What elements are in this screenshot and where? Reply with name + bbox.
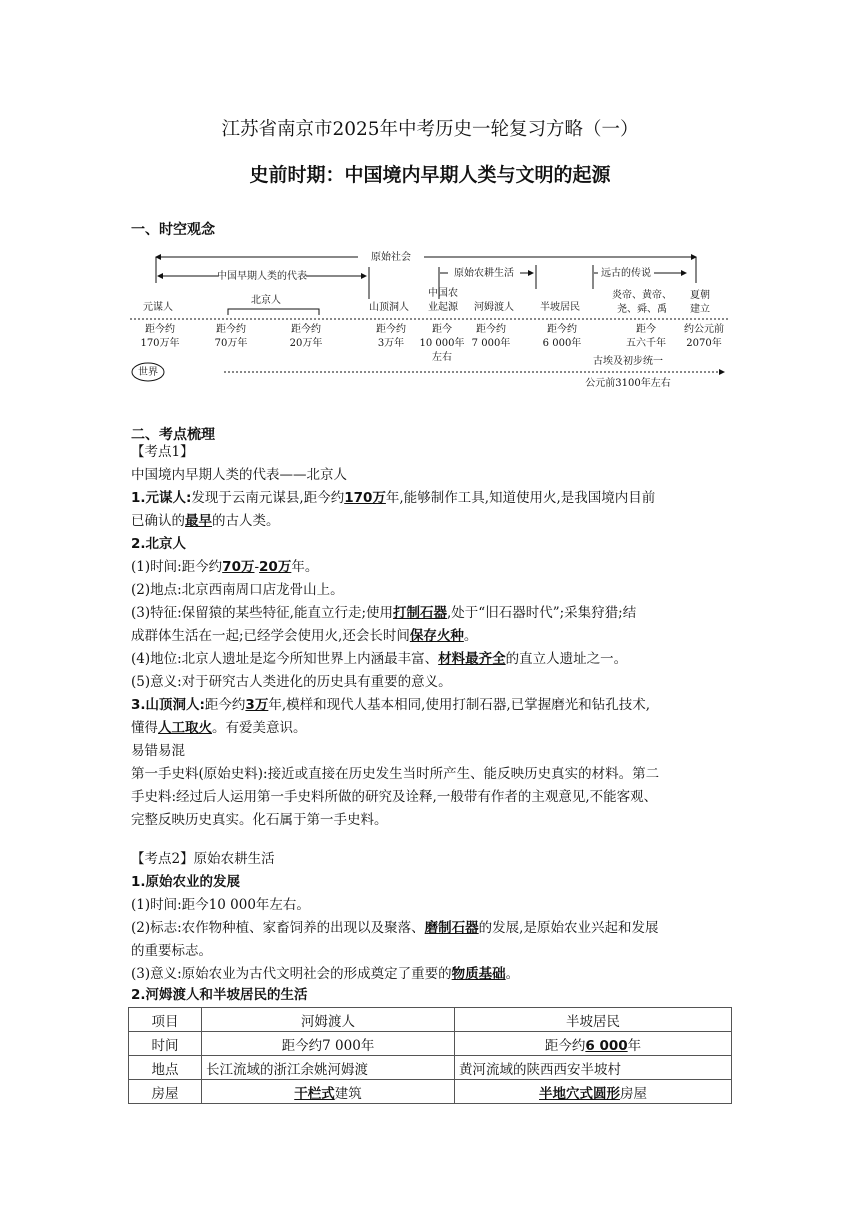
date-5a: 距今 bbox=[432, 324, 452, 335]
yuanmou-line2 bbox=[131, 510, 736, 533]
bj3-text-d: 。 bbox=[463, 628, 478, 644]
agriculture-heading: 1.原始农业的发展 bbox=[131, 874, 241, 890]
bj1-text-c: 年。 bbox=[291, 559, 319, 575]
table-cell: 距今约7 000年 bbox=[202, 1032, 455, 1056]
sd-answer-1: 3万 bbox=[245, 697, 269, 713]
ag3-text-b: 。 bbox=[505, 966, 520, 982]
table-cell bbox=[202, 1080, 455, 1104]
label-egypt: 古埃及初步统一 bbox=[593, 356, 663, 367]
bj3-answer-2: 保存火种 bbox=[409, 628, 464, 644]
beijing-item-3a bbox=[131, 602, 736, 625]
table-header-hemudu: 河姆渡人 bbox=[202, 1008, 455, 1032]
cell-answer: 6 000 bbox=[585, 1037, 628, 1054]
confusion-heading: 易错易混 bbox=[131, 743, 185, 759]
label-beijing-man: 北京人 bbox=[251, 295, 281, 306]
comparison-heading: 2.河姆渡人和半坡居民的生活 bbox=[131, 987, 308, 1003]
confusion-line-3: 完整反映历史真实。化石属于第一手史料。 bbox=[131, 812, 388, 828]
date-2a: 距今约 bbox=[216, 324, 246, 335]
table-cell: 地点 bbox=[129, 1056, 202, 1080]
cell-text: 建筑 bbox=[334, 1085, 362, 1102]
label-world: 世界 bbox=[138, 367, 158, 378]
point2-heading: 【考点2】原始农耕生活 bbox=[131, 851, 275, 867]
label-farming: 原始农耕生活 bbox=[454, 268, 514, 279]
label-nong1: 中国农 bbox=[428, 288, 458, 299]
bj4-text-a: (4)地位:北京人遗址是迄今所知世界上内涵最丰富、 bbox=[131, 651, 439, 667]
yuanmou-answer-2: 最早 bbox=[185, 513, 212, 529]
document-subtitle: 史前时期：中国境内早期人类与文明的起源 bbox=[249, 164, 611, 186]
date-4b: 3万年 bbox=[377, 338, 405, 349]
bj4-text-b: 的直立人遗址之一。 bbox=[505, 651, 628, 667]
bj1-text-a: (1)时间:距今约 bbox=[131, 559, 223, 575]
date-6a: 距今约 bbox=[476, 324, 506, 335]
label-nong2: 业起源 bbox=[428, 302, 458, 313]
table-cell bbox=[455, 1080, 732, 1104]
bj1-answer-1: 70万 bbox=[222, 559, 255, 575]
date-7a: 距今约 bbox=[547, 324, 577, 335]
date-5c: 左右 bbox=[432, 352, 452, 363]
ag2-text-b: 的发展,是原始农业兴起和发展 bbox=[478, 920, 659, 936]
date-1a: 距今约 bbox=[145, 324, 175, 335]
date-2b: 70万年 bbox=[214, 338, 248, 349]
yuanmou-answer-1: 170万 bbox=[344, 490, 386, 506]
table-row bbox=[129, 1056, 732, 1080]
confusion-line-2: 手史料:经过后人运用第一手史料所做的研究及诠释,一般带有作者的主观意见,不能客观、 bbox=[131, 789, 658, 805]
ag2-text-a: (2)标志:农作物种植、家畜饲养的出现以及聚落、 bbox=[131, 920, 425, 936]
date-9a: 约公元前 bbox=[684, 324, 724, 335]
date-6b: 7 000年 bbox=[471, 338, 511, 349]
bj1-text-b: - bbox=[254, 559, 260, 575]
sd-text-a: 距今约 bbox=[204, 697, 246, 713]
yuanmou-text-d: 的古人类。 bbox=[212, 513, 280, 529]
date-7b: 6 000年 bbox=[542, 338, 582, 349]
table-cell: 时间 bbox=[129, 1032, 202, 1056]
bj3-text-b: ,处于“旧石器时代”;采集狩猎;结 bbox=[447, 605, 637, 621]
agriculture-item-1: (1)时间:距今10 000年左右。 bbox=[131, 897, 310, 913]
label-egypt-date: 公元前3100年左右 bbox=[585, 378, 671, 389]
yuanmou-text-c: 已确认的 bbox=[131, 513, 185, 529]
comparison-table bbox=[128, 1007, 732, 1104]
sd-answer-2: 人工取火 bbox=[158, 720, 212, 736]
cell-text: 距今约 bbox=[544, 1037, 586, 1054]
sd-text-d: 。有爱美意识。 bbox=[212, 720, 307, 736]
label-hemudu: 河姆渡人 bbox=[474, 302, 514, 313]
cell-answer: 干栏式 bbox=[294, 1085, 335, 1102]
point1-heading: 中国境内早期人类的代表——北京人 bbox=[131, 467, 347, 483]
date-1b: 170万年 bbox=[140, 338, 180, 349]
document-title: 江苏省南京市2025年中考历史一轮复习方略（一） bbox=[221, 119, 639, 140]
date-5b: 10 000年 bbox=[419, 338, 465, 349]
date-9b: 2070年 bbox=[686, 338, 722, 349]
date-8b: 五六千年 bbox=[626, 338, 666, 349]
sd-text-b: 年,模样和现代人基本相同,使用打制石器,已掌握磨光和钻孔技术, bbox=[268, 697, 650, 713]
bj3-text-c: 成群体生活在一起;已经学会使用火,还会长时间 bbox=[131, 628, 410, 644]
cell-text: 年 bbox=[627, 1037, 642, 1054]
beijing-item-3b bbox=[131, 625, 736, 648]
bj3-answer-1: 打制石器 bbox=[393, 605, 448, 621]
ag2-answer: 磨制石器 bbox=[424, 920, 479, 936]
label-shanding: 山顶洞人 bbox=[369, 302, 409, 313]
cell-text: 房屋 bbox=[620, 1085, 647, 1102]
agriculture-item-2b: 的重要标志。 bbox=[131, 943, 212, 959]
beijing-item-4 bbox=[131, 648, 736, 671]
yuanmou-line1 bbox=[131, 487, 736, 510]
label-primitive-society: 原始社会 bbox=[371, 252, 411, 263]
beijing-item-5: (5)意义:对于研究古人类进化的历史具有重要的意义。 bbox=[131, 674, 452, 690]
table-row bbox=[129, 1008, 732, 1032]
table-header-banpo: 半坡居民 bbox=[455, 1008, 732, 1032]
label-banpo: 半坡居民 bbox=[540, 302, 580, 313]
beijing-item-2: (2)地点:北京西南周口店龙骨山上。 bbox=[131, 582, 344, 598]
ag3-text-a: (3)意义:原始农业为古代文明社会的形成奠定了重要的 bbox=[131, 966, 452, 982]
shanding-line1 bbox=[131, 694, 736, 717]
section-heading-points: 二、考点梳理 bbox=[131, 427, 215, 443]
table-cell: 黄河流域的陕西西安半坡村 bbox=[455, 1056, 732, 1080]
yuanmou-label: 1.元谋人: bbox=[131, 490, 192, 506]
shanding-line2 bbox=[131, 717, 736, 740]
label-xia2: 建立 bbox=[690, 304, 710, 315]
point1-tag: 【考点1】 bbox=[131, 444, 194, 460]
bj3-text-a: (3)特征:保留猿的某些特征,能直立行走;使用 bbox=[131, 605, 394, 621]
date-3a: 距今约 bbox=[291, 324, 321, 335]
table-cell bbox=[455, 1032, 732, 1056]
bj4-answer: 材料最齐全 bbox=[438, 651, 506, 667]
cell-answer: 半地穴式圆形 bbox=[539, 1085, 620, 1102]
label-xia1: 夏朝 bbox=[690, 290, 710, 301]
ag3-answer: 物质基础 bbox=[451, 966, 506, 982]
table-cell: 房屋 bbox=[129, 1080, 202, 1104]
label-chuan2: 尧、舜、禹 bbox=[617, 304, 667, 315]
shanding-label: 3.山顶洞人: bbox=[131, 697, 205, 713]
label-legends: 远古的传说 bbox=[601, 268, 651, 279]
sd-text-c: 懂得 bbox=[131, 720, 158, 736]
table-row bbox=[129, 1032, 732, 1056]
beijing-heading: 2.北京人 bbox=[131, 536, 187, 552]
label-chuan1: 炎帝、黄帝、 bbox=[612, 290, 672, 301]
label-early-humans: 中国早期人类的代表 bbox=[217, 271, 307, 282]
agriculture-item-3 bbox=[131, 963, 736, 986]
table-row bbox=[129, 1080, 732, 1104]
bj1-answer-2: 20万 bbox=[259, 559, 292, 575]
timeline-diagram bbox=[128, 243, 732, 391]
table-cell: 长江流域的浙江余姚河姆渡 bbox=[202, 1056, 455, 1080]
yuanmou-text-b: 年,能够制作工具,知道使用火,是我国境内目前 bbox=[385, 490, 656, 506]
section-heading-timeline: 一、时空观念 bbox=[131, 222, 215, 238]
date-3b: 20万年 bbox=[289, 338, 323, 349]
yuanmou-text-a: 发现于云南元谋县,距今约 bbox=[191, 490, 345, 506]
date-4a: 距今约 bbox=[376, 324, 406, 335]
label-yuanmou: 元谋人 bbox=[143, 302, 173, 313]
beijing-item-1 bbox=[131, 556, 736, 579]
confusion-line-1: 第一手史料(原始史料):接近或直接在历史发生当时所产生、能反映历史真实的材料。第二 bbox=[131, 766, 660, 782]
table-header-item: 项目 bbox=[129, 1008, 202, 1032]
date-8a: 距今 bbox=[636, 324, 656, 335]
agriculture-item-2a bbox=[131, 917, 736, 940]
